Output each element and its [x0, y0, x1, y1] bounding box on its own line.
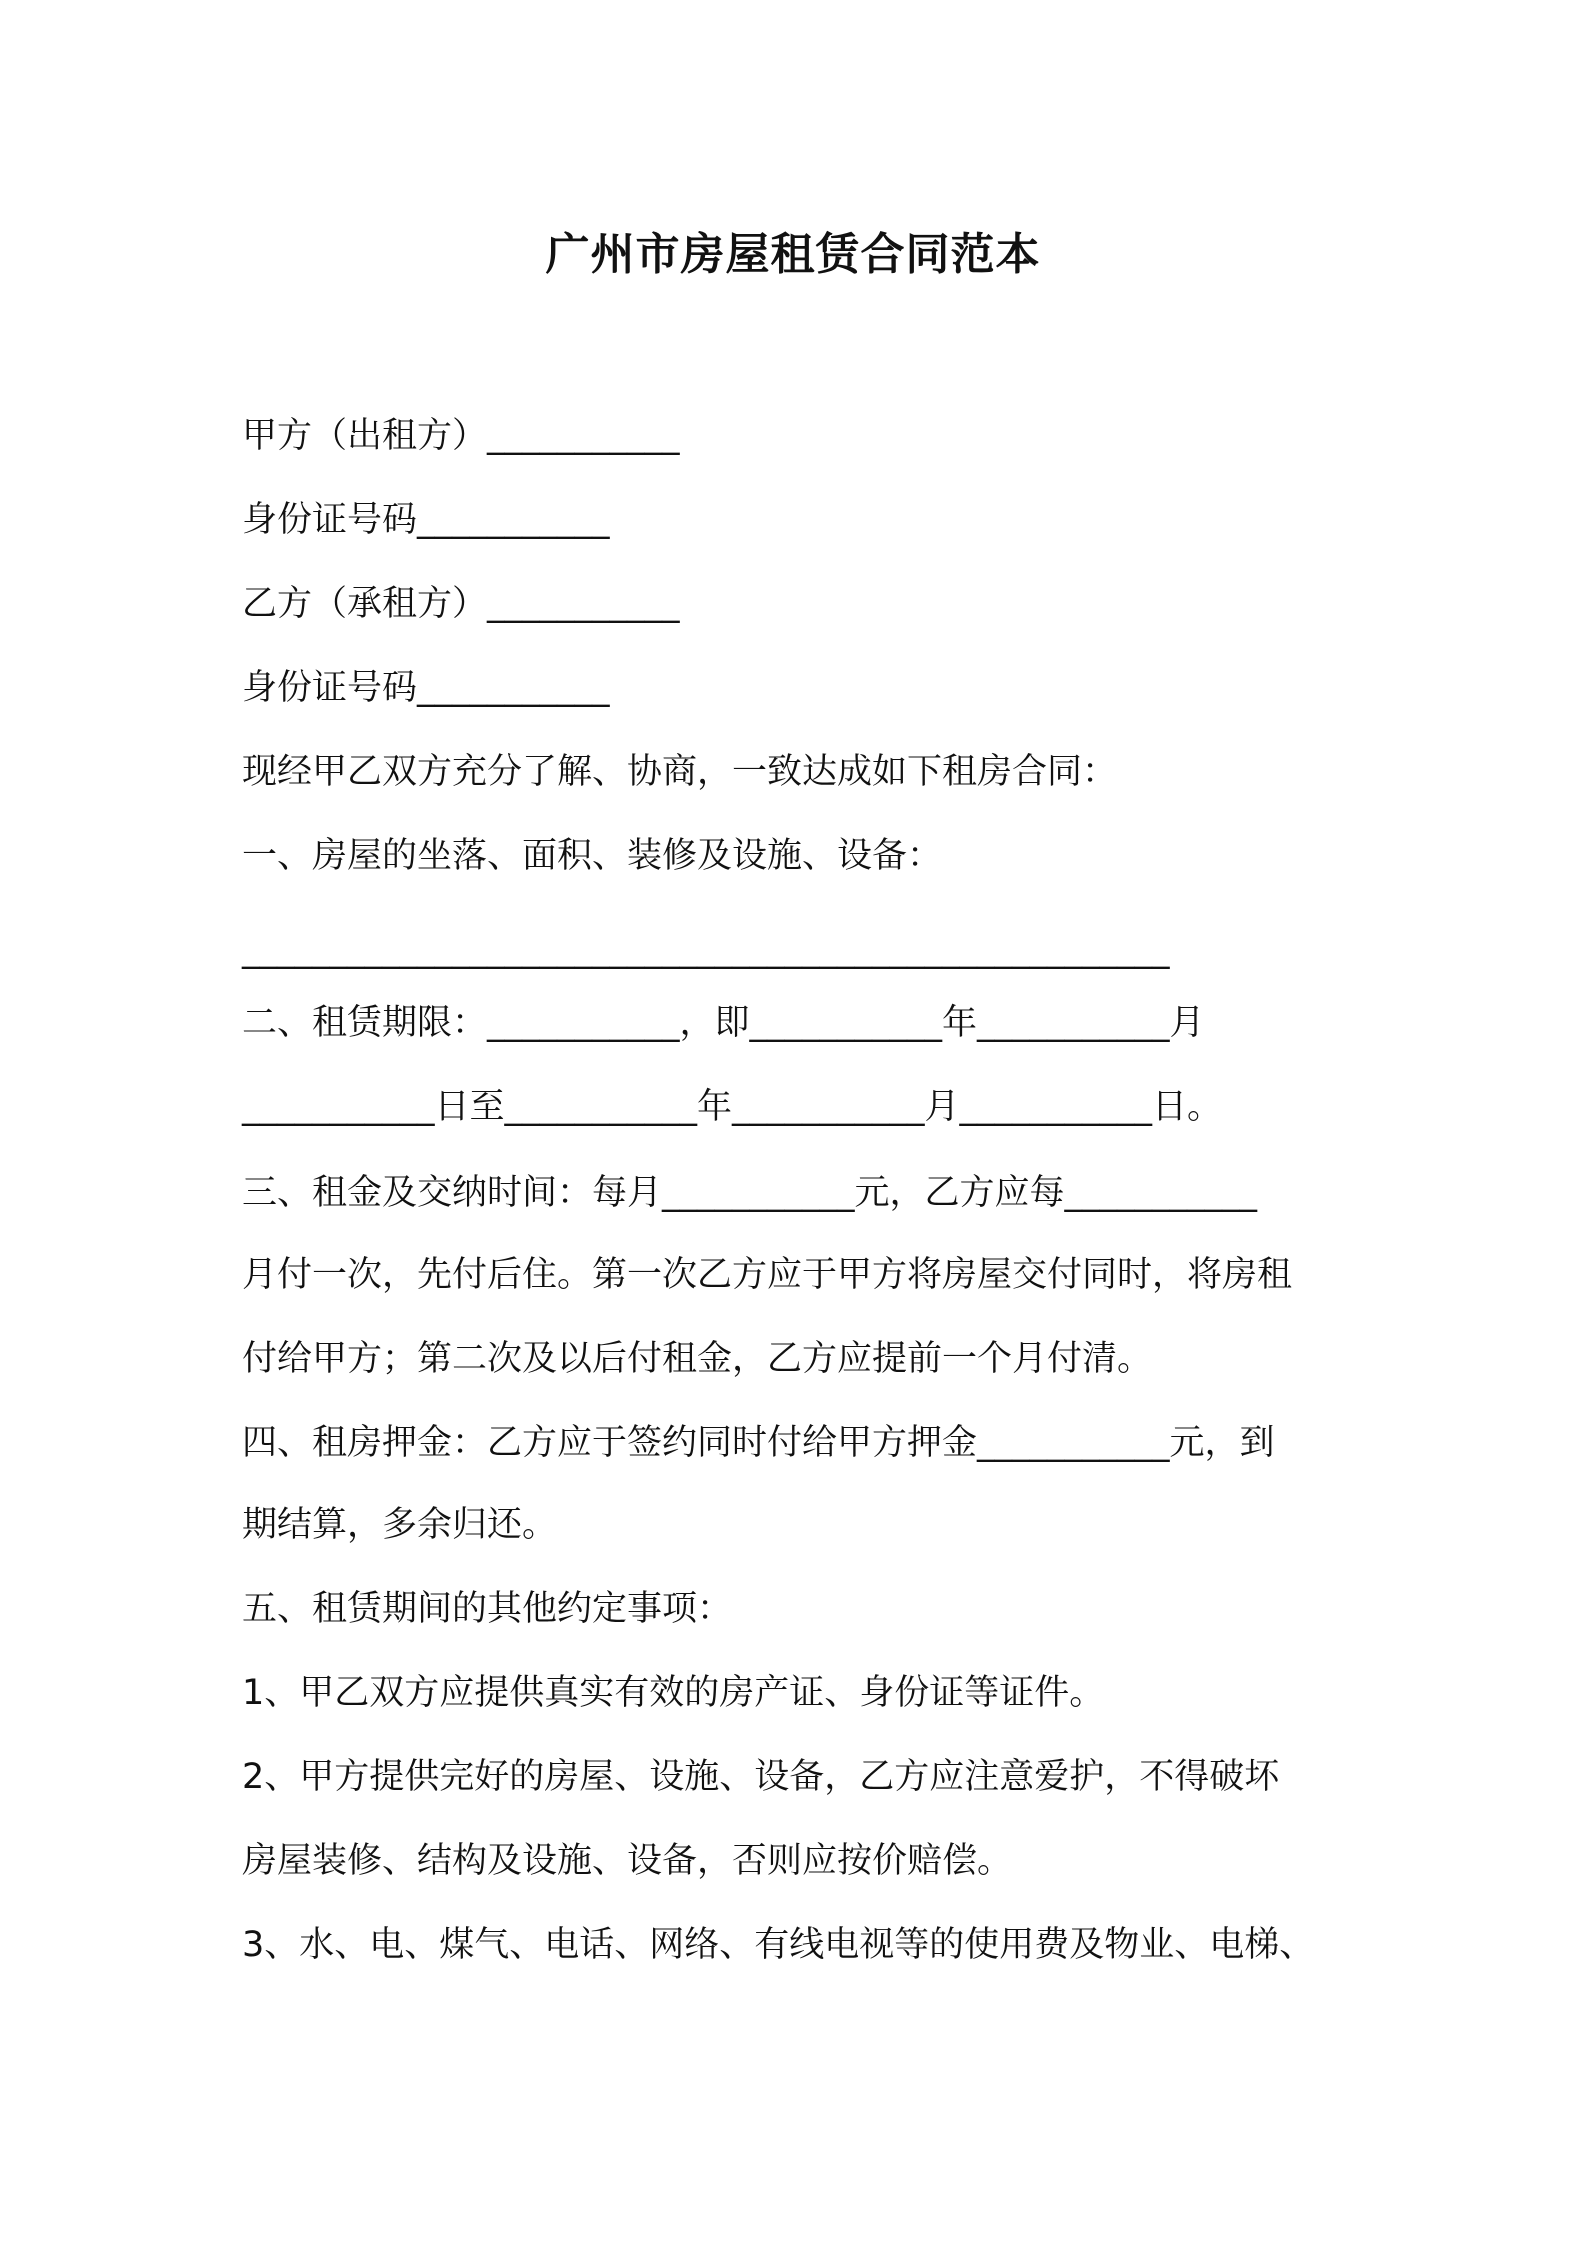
lessor-id-line: 身份证号码___________ [242, 500, 610, 540]
preamble-line: 现经甲乙双方充分了解、协商，一致达成如下租房合同： [242, 752, 1118, 792]
clause-3-line-3: 付给甲方；第二次及以后付租金，乙方应提前一个月付清。 [242, 1339, 1153, 1379]
lessor-line: 甲方（出租方）___________ [242, 416, 680, 456]
lessee-line: 乙方（承租方）___________ [242, 584, 680, 624]
clause-5-heading: 五、租赁期间的其他约定事项： [242, 1589, 733, 1629]
clause-2-line-1: 二、租赁期限：___________，即___________年___________月 [242, 1003, 1205, 1043]
clause-5-item-2-line-2: 房屋装修、结构及设施、设备，否则应按价赔偿。 [242, 1841, 1013, 1881]
clause-4-line-2: 期结算，多余归还。 [242, 1505, 558, 1545]
clause-5-item-2-line-1: 2、甲方提供完好的房屋、设施、设备，乙方应注意爱护，不得破坏 [242, 1757, 1280, 1797]
clause-4-line-1: 四、租房押金：乙方应于签约同时付给甲方押金___________元，到 [242, 1423, 1275, 1463]
lessee-id-line: 身份证号码___________ [242, 668, 610, 708]
clause-1-heading: 一、房屋的坐落、面积、装修及设施、设备： [242, 836, 943, 876]
clause-3-line-1: 三、租金及交纳时间：每月___________元，乙方应每___________ [242, 1173, 1258, 1213]
clause-3-line-2: 月付一次，先付后住。第一次乙方应于甲方将房屋交付同时，将房租 [242, 1255, 1293, 1295]
page-title: 广州市房屋租赁合同范本 [545, 229, 1041, 280]
clause-5-item-3-line-1: 3、水、电、煤气、电话、网络、有线电视等的使用费及物业、电梯、 [242, 1925, 1315, 1965]
clause-5-item-1: 1、甲乙双方应提供真实有效的房产证、身份证等证件。 [242, 1673, 1105, 1713]
clause-2-line-2: ___________日至___________年___________月___________日。 [242, 1087, 1223, 1127]
clause-1-blank: _____________________________________________________ [242, 930, 1170, 970]
